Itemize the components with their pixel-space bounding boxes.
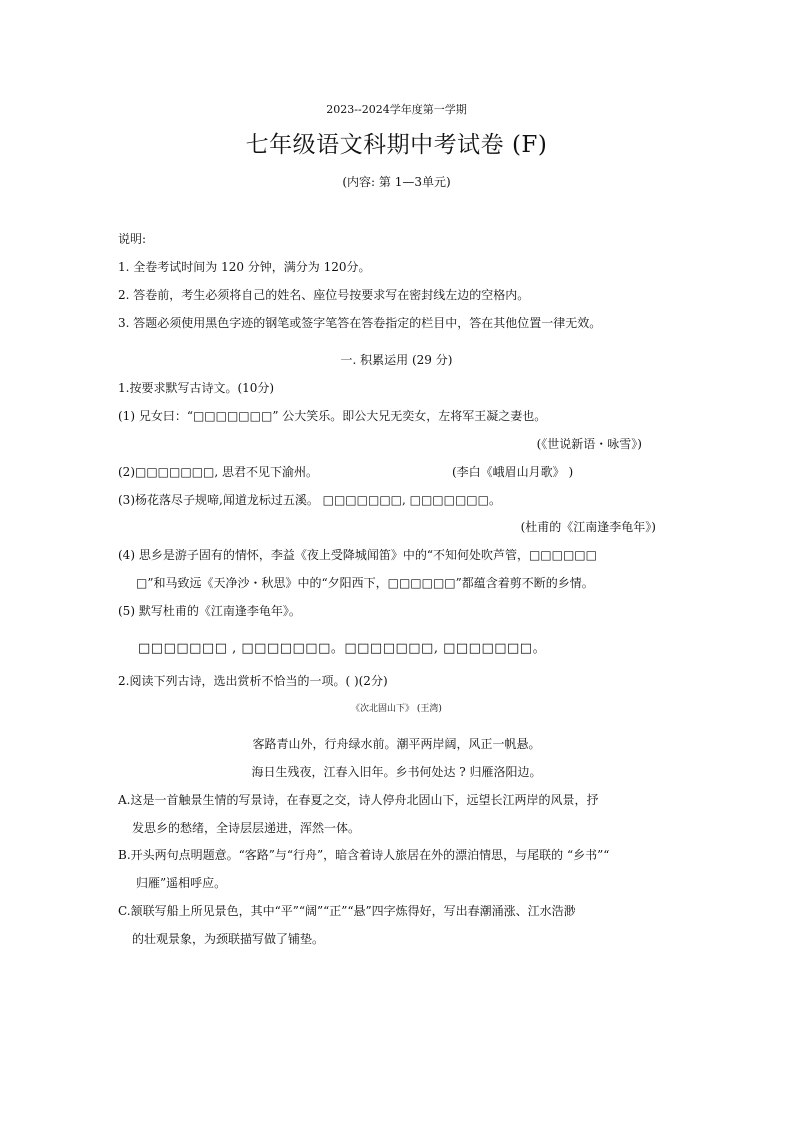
instruction-item: 2. 答卷前，考生必须将自己的姓名、座位号按要求写在密封线左边的空格内。 (118, 288, 530, 302)
question-1-stem: 1.按要求默写古诗文。(10分) (118, 381, 275, 395)
question-1-part-3: (3)杨花落尽子规啼,闻道龙标过五溪。 □□□□□□□, □□□□□□□。 (118, 493, 501, 507)
option-b-line-2: 归雁”遥相呼应。 (136, 876, 227, 890)
option-c-line-2: 的壮观景象，为颈联描写做了铺垫。 (132, 932, 325, 946)
option-a-line-1: A.这是一首触景生情的写景诗，在春夏之交，诗人停舟北固山下，远望长江两岸的风景，抒 (118, 793, 599, 807)
question-1-part-5-blanks: □□□□□□□ , □□□□□□□。□□□□□□□, □□□□□□□。 (138, 641, 547, 656)
poem-line: 海日生残夜，江春入旧年。乡书何处达 ? 归雁洛阳边。 (251, 765, 542, 779)
question-1-part-4-line-1: (4) 思乡是游子固有的情怀，李益《夜上受降城闻笛》中的“不知何处吹芦管，□□□□□□ (118, 548, 597, 562)
poem-title: 《次北固山下》 (王湾) (351, 704, 442, 714)
page-title: 七年级语文科期中考试卷 (F) (245, 132, 548, 158)
instructions-heading: 说明: (118, 232, 147, 246)
question-1-part-1-source: (《世说新语・咏雪》) (536, 437, 642, 451)
question-1-part-2-source: (李白《峨眉山月歌》 ) (452, 465, 574, 479)
question-1-part-2: (2)□□□□□□□, 思君不见下渝州。 (118, 465, 318, 479)
question-1-part-1: (1) 兄女曰：“□□□□□□□” 公大笑乐。即公大兄无奕女，左将军王凝之妻也。 (118, 409, 547, 423)
option-c-line-1: C.颔联写船上所见景色，其中“平”“阔”“正”“悬”四字炼得好，写出春潮涌涨、江水浩渺 (118, 904, 576, 918)
section-heading: 一. 积累运用 (29 分) (340, 353, 453, 367)
instruction-item: 3. 答题必须使用黑色字迹的钢笔或签字笔答在答卷指定的栏目中，答在其他位置一律无效。 (118, 316, 602, 330)
page-subtitle: (内容: 第 1—3单元) (342, 175, 451, 189)
question-1-part-4-line-2: □”和马致远《天净沙・秋思》中的“夕阳西下，□□□□□□”都蕴含着剪不断的乡情。 (136, 576, 594, 590)
question-1-part-5: (5) 默写杜甫的《江南逢李龟年》。 (118, 604, 301, 618)
question-2-stem: 2.阅读下列古诗，选出赏析不恰当的一项。( )(2分) (118, 674, 388, 688)
option-b-line-1: B.开头两句点明题意。“客路”与“行舟”，暗含着诗人旅居在外的漂泊情思，与尾联的 “乡书”“ (118, 848, 610, 862)
question-1-part-3-source: (杜甫的《江南逢李龟年》) (520, 520, 656, 534)
poem-line: 客路青山外，行舟绿水前。潮平两岸阔，风正一帆悬。 (252, 737, 541, 751)
instruction-item: 1. 全卷考试时间为 120 分钟，满分为 120分。 (118, 260, 371, 274)
option-a-line-2: 发思乡的愁绪，全诗层层递进，浑然一体。 (132, 821, 361, 835)
school-year: 2023--2024学年度第一学期 (326, 103, 467, 116)
